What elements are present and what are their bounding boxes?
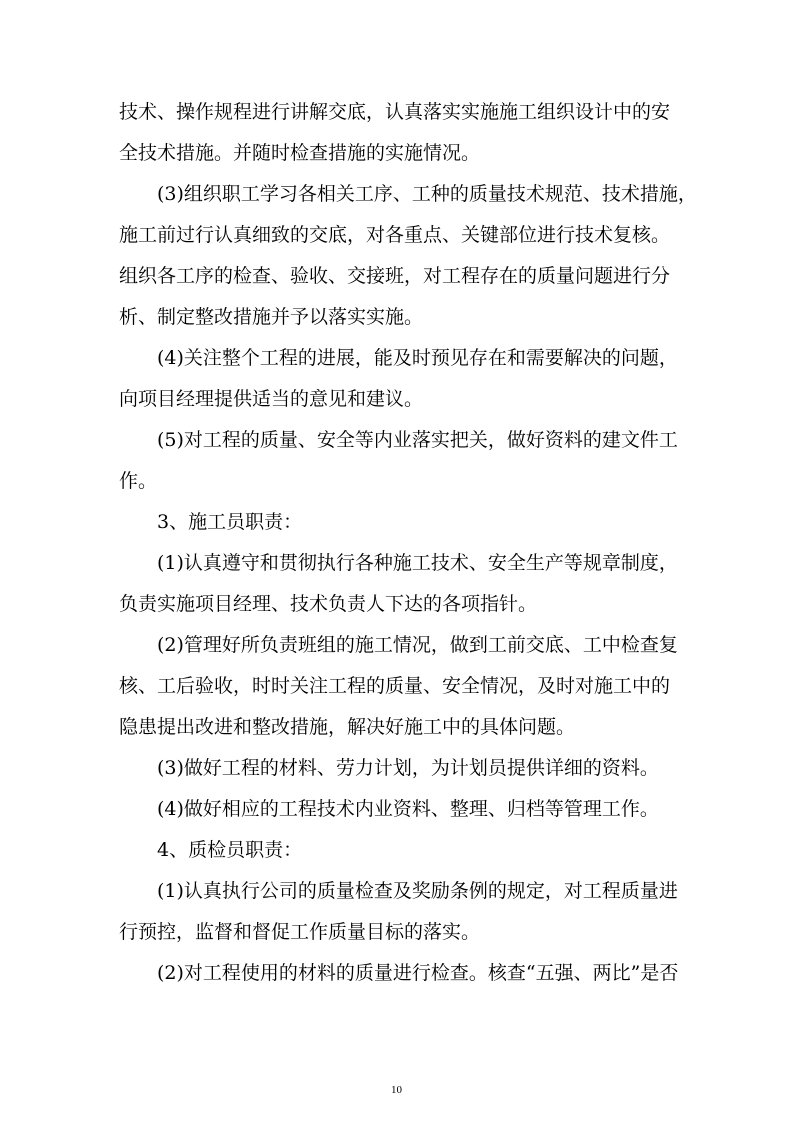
- text-line: (2)管理好所负责班组的施工情况，做到工前交底、工中检查复: [157, 634, 678, 656]
- text-line: (3)组织职工学习各相关工序、工种的质量技术规范、技术措施，: [157, 183, 697, 205]
- text-line: 析、制定整改措施并予以落实实施。: [119, 306, 424, 328]
- text-line: (5)对工程的质量、安全等内业落实把关，做好资料的建文件工: [157, 429, 678, 451]
- text-line: 组织各工序的检查、验收、交接班，对工程存在的质量问题进行分: [119, 265, 671, 287]
- text-line: 全技术措施。并随时检查措施的实施情况。: [119, 142, 481, 164]
- document-body: [119, 92, 697, 994]
- text-line: (1)认真遵守和贯彻执行各种施工技术、安全生产等规章制度，: [157, 552, 678, 574]
- text-line: (4)关注整个工程的进展，能及时预见存在和需要解决的问题，: [157, 347, 678, 369]
- text-line: (1)认真执行公司的质量检查及奖励条例的规定，对工程质量进: [157, 880, 678, 902]
- text-line: 施工前过行认真细致的交底，对各重点、关键部位进行技术复核。: [119, 224, 671, 246]
- text-line: 技术、操作规程进行讲解交底，认真落实实施施工组织设计中的安: [119, 101, 671, 123]
- text-line: (4)做好相应的工程技术内业资料、整理、归档等管理工作。: [157, 798, 659, 820]
- text-line: 隐患提出改进和整改措施，解决好施工中的具体问题。: [119, 716, 576, 738]
- page-number: 10: [391, 1084, 402, 1096]
- text-line: 核、工后验收，时时关注工程的质量、安全情况，及时对施工中的: [119, 675, 671, 697]
- text-line: (2)对工程使用的材料的质量进行检查。核查“五强、两比”是否: [157, 962, 679, 984]
- text-line: 作。: [119, 470, 158, 492]
- text-line: 行预控，监督和督促工作质量目标的落实。: [119, 921, 481, 943]
- text-line: (3)做好工程的材料、劳力计划，为计划员提供详细的资料。: [157, 757, 659, 779]
- section-heading: 4、质检员职责：: [157, 839, 303, 861]
- text-line: 向项目经理提供适当的意见和建议。: [119, 388, 424, 410]
- text-line: 负责实施项目经理、技术负责人下达的各项指针。: [119, 593, 538, 615]
- section-heading: 3、施工员职责：: [157, 511, 303, 533]
